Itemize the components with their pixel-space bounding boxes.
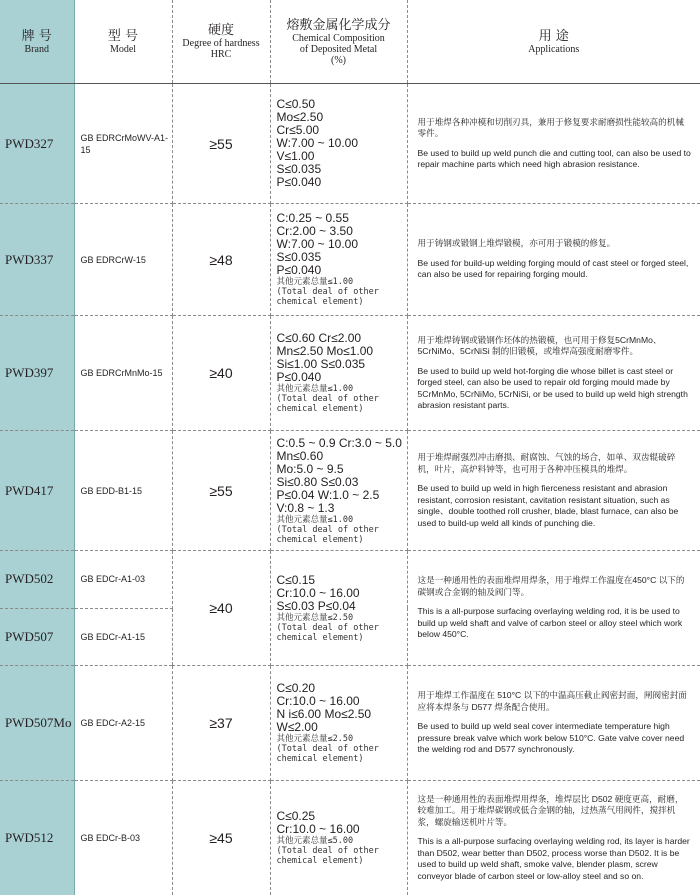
application-zh: 用于堆焊耐强烈冲击磨损、耐腐蚀、气蚀的场合，如单、双齿辊破碎机，叶片，高炉料钟等，也可用于各种冲压模具的堆焊。 [418,452,693,475]
model-cell: GB EDCr-A1-15 [74,608,172,666]
chem-note: chemical element) [277,633,407,643]
brand-cell: PWD327 [0,84,74,204]
chemistry-cell [270,431,407,551]
chem-element: P≤0.040 [277,264,407,277]
model-header-zh: 型 号 [75,29,172,44]
application-en: Be used for build-up welding forging mould of cast steel or forged steel, can also be used for repairing forging mould. [418,258,693,281]
chem-note: chemical element) [277,535,407,545]
hardness-cell: ≥37 [172,666,270,781]
chem-note: (Total deal of other [277,623,407,633]
hardness-header [172,0,270,84]
applications-cell [407,666,700,781]
applications-header [407,0,700,84]
table-row [0,431,700,551]
application-zh: 用于堆焊铸钢或锻钢作坯体的热锻模，也可用于修复5CrMnMo、5CrNiMo、5CrNiSi 制的旧锻模，或堆焊高强度耐磨零件。 [418,335,693,358]
applications-header-en: Applications [408,44,700,55]
application-zh: 用于堆焊工作温度在 510°C 以下的中温高压截止阀密封面，闸阀密封面应将本焊条与 D577 焊条配合使用。 [418,690,693,713]
chem-note: chemical element) [277,404,407,414]
brand-cell: PWD417 [0,431,74,551]
chem-element: C≤0.50 [277,98,407,111]
chem-note: 其他元素总量≤1.00 [277,515,407,525]
chem-element: Si≤0.80 S≤0.03 [277,476,407,489]
chem-element: W:7.00 ~ 10.00 [277,137,407,150]
model-cell: GB EDCr-B-03 [74,781,172,895]
chem-element: Mn≤0.60 [277,450,407,463]
chem-note: (Total deal of other [277,525,407,535]
chemistry-cell [270,84,407,204]
chem-element: Cr≤5.00 [277,124,407,137]
chem-element: Cr:10.0 ~ 16.00 [277,823,407,836]
application-en: Be used to build up weld in high fierceness resistant and abrasion resistant, corrosion resistant, cavitation resistant situation, such as single、double toothed roll crusher, blade, blast furnace, can also be used to build-up weld all kinds of punching die. [418,483,693,529]
chem-element: S≤0.03 P≤0.04 [277,600,407,613]
brand-cell: PWD507 [0,608,74,666]
chem-element: C≤0.20 [277,682,407,695]
chem-element: W≤2.00 [277,721,407,734]
chem-note: 其他元素总量≤2.50 [277,613,407,623]
brand-cell: PWD507Mo [0,666,74,781]
brand-header-en: Brand [0,44,74,55]
hardness-cell: ≥40 [172,551,270,666]
chem-note: chemical element) [277,754,407,764]
chem-note: chemical element) [277,856,407,866]
model-cell: GB EDCr-A1-03 [74,551,172,609]
hardness-header-unit: HRC [173,49,270,60]
chem-element: Mn≤2.50 Mo≤1.00 [277,345,407,358]
model-header-en: Model [75,44,172,55]
brand-cell: PWD397 [0,316,74,431]
chem-note: 其他元素总量≤5.00 [277,836,407,846]
chemistry-header-unit: (%) [271,55,407,66]
chem-element: C≤0.60 Cr≤2.00 [277,332,407,345]
hardness-cell: ≥48 [172,204,270,316]
model-cell: GB EDRCrW-15 [74,204,172,316]
applications-header-zh: 用 途 [408,29,700,44]
application-zh: 用于铸钢或锻钢上堆焊锻模，亦可用于锻模的修复。 [418,238,693,250]
chem-element: S≤0.035 [277,163,407,176]
chemistry-cell [270,551,407,666]
applications-cell [407,781,700,895]
table-row [0,84,700,204]
application-en: Be used to build up weld seal cover intermediate temperature high pressure break valve which work below 510°C. Gate valve cover need the welding rod and D577 synchronously. [418,721,693,756]
applications-cell [407,316,700,431]
chem-element: N i≤6.00 Mo≤2.50 [277,708,407,721]
table-row [0,316,700,431]
chem-element: Si≤1.00 S≤0.035 [277,358,407,371]
model-cell: GB EDD-B1-15 [74,431,172,551]
applications-cell [407,551,700,666]
table-row [0,666,700,781]
chem-note: (Total deal of other [277,846,407,856]
chem-element: W:7.00 ~ 10.00 [277,238,407,251]
application-en: Be used to build up weld hot-forging die whose billet is cast steel or forged steel, can also be used to repair old forging mould made by 5CrMnMo, 5CrNiMo, 5CrNiSi, or be used to build up weld high strength abrasion resistant parts. [418,366,693,412]
applications-cell [407,204,700,316]
chemistry-header-zh: 熔敷金属化学成分 [271,18,407,33]
chem-element: P≤0.040 [277,176,407,189]
chem-note: 其他元素总量≤1.00 [277,277,407,287]
chemistry-cell [270,316,407,431]
application-en: Be used to build up weld punch die and cutting tool, can also be used to repair machine parts which need high abrasion resistance. [418,148,693,171]
header-row [0,0,700,84]
chem-element: V≤1.00 [277,150,407,163]
chem-note: (Total deal of other [277,287,407,297]
chem-element: P≤0.04 W:1.0 ~ 2.5 [277,489,407,502]
chem-note: (Total deal of other [277,744,407,754]
hardness-cell: ≥55 [172,431,270,551]
chem-element: P≤0.040 [277,371,407,384]
chemistry-header-en2: of Deposited Metal [271,44,407,55]
hardness-header-zh: 硬度 [173,23,270,38]
hardness-cell: ≥55 [172,84,270,204]
chem-note: chemical element) [277,297,407,307]
model-cell: GB EDCr-A2-15 [74,666,172,781]
table-row [0,551,700,609]
chemistry-cell [270,781,407,895]
applications-cell [407,84,700,204]
chemistry-cell [270,204,407,316]
chem-note: 其他元素总量≤1.00 [277,384,407,394]
brand-cell: PWD337 [0,204,74,316]
hardness-cell: ≥40 [172,316,270,431]
applications-cell [407,431,700,551]
chem-element: S≤0.035 [277,251,407,264]
chemistry-header-en1: Chemical Composition [271,33,407,44]
chem-element: C:0.5 ~ 0.9 Cr:3.0 ~ 5.0 [277,437,407,450]
chem-element: C≤0.25 [277,810,407,823]
chem-element: Cr:10.0 ~ 16.00 [277,587,407,600]
brand-header-zh: 牌 号 [0,29,74,44]
hardness-header-en: Degree of hardness [173,38,270,49]
application-zh: 这是一种通用性的表面堆焊用焊条，堆焊层比 D502 硬度更高，耐磨，较难加工。用于堆焊碳钢或低合金钢的轴，过热蒸气用阀件，搅拌机浆，螺旋输送机叶片等。 [418,794,693,829]
application-en: This is a all-purpose surfacing overlaying welding rod, its layer is harder than D502, wear better than D502, process worse than D502. It is be used to build up weld shaft, smoke valve, blender plasm, screw conveyor blade of carbon steel or low-alloy steel and so on. [418,836,693,882]
chem-element: Mo:5.0 ~ 9.5 [277,463,407,476]
table-row [0,781,700,895]
chem-element: Mo≤2.50 [277,111,407,124]
application-en: This is a all-purpose surfacing overlaying welding rod, it is be used to build up weld shaft and valve of carbon steel or alloy steel which work below 450°C. [418,606,693,641]
chemistry-header [270,0,407,84]
model-cell: GB EDRCrMoWV-A1-15 [74,84,172,204]
chem-element: C≤0.15 [277,574,407,587]
chemistry-cell [270,666,407,781]
model-header [74,0,172,84]
hardness-cell: ≥45 [172,781,270,895]
application-zh: 这是一种通用性的表面堆焊用焊条，用于堆焊工作温度在450°C 以下的碳钢或合金钢的轴及阀门等。 [418,575,693,598]
chem-note: (Total deal of other [277,394,407,404]
brand-header [0,0,74,84]
chem-note: 其他元素总量≤2.50 [277,734,407,744]
table-row [0,204,700,316]
application-zh: 用于堆焊各种冲模和切削刃具，兼用于修复要求耐磨损性能较高的机械零件。 [418,117,693,140]
chem-element: Cr:10.0 ~ 16.00 [277,695,407,708]
chem-element: V:0.8 ~ 1.3 [277,502,407,515]
brand-cell: PWD502 [0,551,74,609]
model-cell: GB EDRCrMnMo-15 [74,316,172,431]
brand-cell: PWD512 [0,781,74,895]
chem-element: C:0.25 ~ 0.55 [277,212,407,225]
chem-element: Cr:2.00 ~ 3.50 [277,225,407,238]
